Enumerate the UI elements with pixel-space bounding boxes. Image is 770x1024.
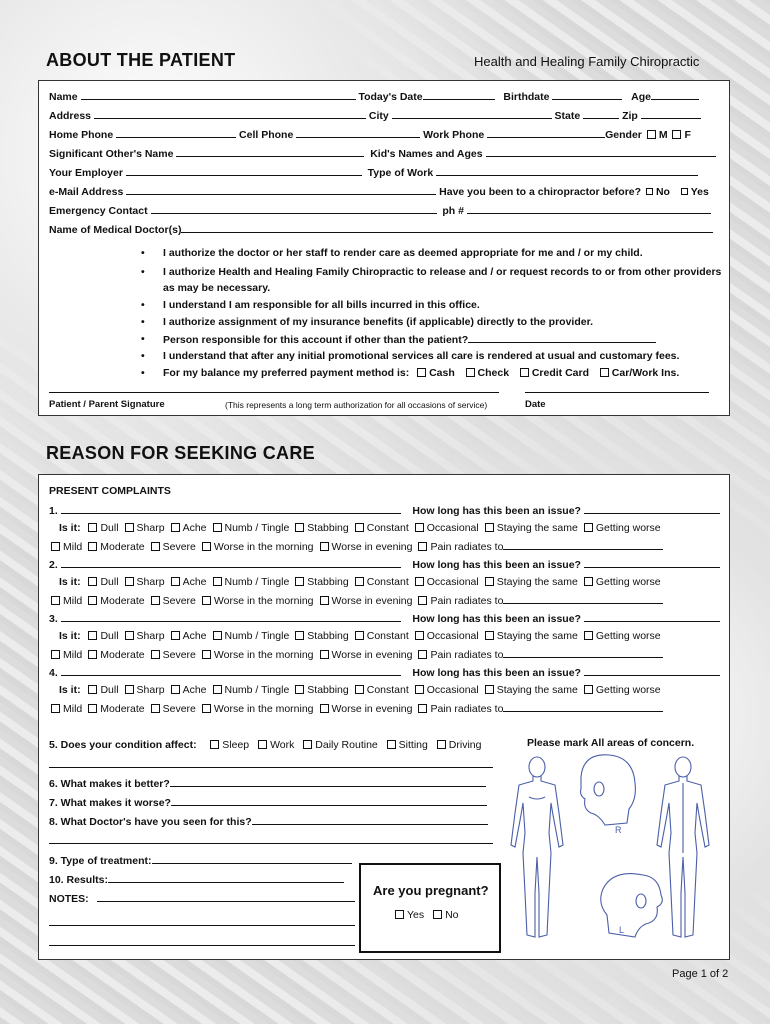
- practice-name: Health and Healing Family Chiropractic: [474, 54, 700, 69]
- emergency-contact-label: Emergency Contact: [49, 205, 148, 217]
- complaint-2-sev-2-label: Severe: [162, 595, 196, 607]
- complaint-3-sev-2-checkbox[interactable]: [151, 650, 160, 659]
- head-side-figure-lower: [601, 874, 663, 937]
- address-field[interactable]: [94, 108, 366, 119]
- complaint-1-opt-4-checkbox[interactable]: [295, 523, 304, 532]
- pregnant-question: Are you pregnant?: [373, 883, 489, 898]
- affect-routine-checkbox[interactable]: [303, 740, 312, 749]
- complaint-3-opt-2-checkbox[interactable]: [171, 631, 180, 640]
- complaint-3-field[interactable]: [61, 611, 401, 622]
- complaint-4-sev-5-checkbox[interactable]: [418, 704, 427, 713]
- birthdate-label: Birthdate: [503, 91, 550, 103]
- complaint-3-opt-4-label: Stabbing: [307, 630, 349, 642]
- complaint-1-sev-2-checkbox[interactable]: [151, 542, 160, 551]
- ph-label: ph #: [442, 205, 464, 217]
- complaint-4-radiates-field[interactable]: [503, 701, 663, 712]
- date-label: Date: [525, 399, 546, 410]
- complaint-2-opt-6-checkbox[interactable]: [415, 577, 424, 586]
- complaint-1-sev-5-checkbox[interactable]: [418, 542, 427, 551]
- complaint-3-opt-7-label: Staying the same: [496, 630, 578, 642]
- complaint-1-opt-6-checkbox[interactable]: [415, 523, 424, 532]
- complaint-1-opt-8-label: Getting worse: [595, 522, 661, 534]
- pregnant-no-checkbox[interactable]: [433, 910, 442, 919]
- payment-cash-checkbox[interactable]: [417, 368, 426, 377]
- complaint-2-opt-3-label: Numb / Tingle: [224, 576, 290, 588]
- auth-bullet-5: [163, 332, 656, 347]
- complaint-1-opt-1-checkbox[interactable]: [125, 523, 134, 532]
- complaint-2-sev-5-checkbox[interactable]: [418, 596, 427, 605]
- body-diagram[interactable]: [503, 753, 723, 953]
- complaint-1-sev-0-label: Mild: [63, 541, 83, 553]
- ph-field[interactable]: [467, 203, 711, 214]
- signature-line[interactable]: [49, 392, 499, 393]
- complaint-2-sev-0-checkbox[interactable]: [51, 596, 60, 605]
- type-of-work-label: Type of Work: [367, 167, 434, 179]
- auth-bullet-2: • I authorize Health and Healing Family Chiropractic to release and / or request records to or from other providers: [163, 265, 721, 279]
- complaint-3-radiates-field[interactable]: [503, 647, 663, 658]
- auth-bullet-2-cont: as may be necessary.: [163, 282, 271, 294]
- q10-label: 10. Results:: [49, 874, 108, 886]
- age-label: Age: [631, 91, 651, 103]
- kids-field[interactable]: [486, 146, 716, 157]
- complaint-2-sev-0-label: Mild: [63, 595, 83, 607]
- emergency-contact-field[interactable]: [151, 203, 437, 214]
- complaint-4-opt-1-checkbox[interactable]: [125, 685, 134, 694]
- complaint-1-sev-1-label: Moderate: [100, 541, 145, 553]
- auth-bullet-6: • I understand that after any initial promotional services all care is rendered at usual and customary fees.: [163, 349, 679, 363]
- age-field[interactable]: [651, 89, 699, 100]
- chiro-before-label: Have you been to a chiropractor before?: [439, 186, 642, 198]
- complaint-2-sev-4-checkbox[interactable]: [320, 596, 329, 605]
- q9-label: 9. Type of treatment:: [49, 855, 152, 867]
- address-label: Address: [49, 110, 92, 122]
- body-chart-l-label: L: [619, 925, 625, 935]
- pregnant-no-label: No: [445, 909, 459, 921]
- complaint-2-opt-6-label: Occasional: [426, 576, 479, 588]
- complaint-2-sev-5-label: Pain radiates to: [430, 595, 504, 607]
- q9-field[interactable]: [152, 853, 352, 864]
- complaint-3-opt-3-label: Numb / Tingle: [224, 630, 290, 642]
- pregnant-yes-label: Yes: [407, 909, 425, 921]
- complaint-4-opt-0-label: Dull: [100, 684, 119, 696]
- page-number: Page 1 of 2: [672, 968, 729, 980]
- complaint-4-sev-2-checkbox[interactable]: [151, 704, 160, 713]
- city-field[interactable]: [392, 108, 552, 119]
- section-title-about-patient: ABOUT THE PATIENT: [46, 50, 236, 70]
- affect-driving-label: Driving: [448, 739, 482, 751]
- complaint-4-opt-4-label: Stabbing: [307, 684, 349, 696]
- complaint-1-sev-3-label: Worse in the morning: [213, 541, 314, 553]
- complaint-4-opt-6-label: Occasional: [426, 684, 479, 696]
- complaint-4-opt-1-label: Sharp: [136, 684, 165, 696]
- cell-phone-label: Cell Phone: [239, 129, 294, 141]
- complaint-3-how-long-field[interactable]: [584, 611, 720, 622]
- complaint-1-opt-3-label: Numb / Tingle: [224, 522, 290, 534]
- cell-phone-field[interactable]: [296, 127, 420, 138]
- complaint-2-sev-1-checkbox[interactable]: [88, 596, 97, 605]
- notes-label: NOTES:: [49, 893, 89, 905]
- complaint-1-radiates-field[interactable]: [503, 539, 663, 550]
- complaint-4-opt-8-label: Getting worse: [595, 684, 661, 696]
- kids-label: Kid's Names and Ages: [370, 148, 483, 160]
- complaint-2-opt-7-checkbox[interactable]: [485, 577, 494, 586]
- gender-f-label: F: [684, 129, 691, 141]
- todays-date-label: Today's Date: [358, 91, 423, 103]
- complaint-3-opt-5-label: Constant: [366, 630, 409, 642]
- responsible-person-label: Person responsible for this account if other than the patient?: [163, 334, 469, 346]
- complaint-4-sev-2-label: Severe: [162, 703, 196, 715]
- complaint-4-opt-2-label: Ache: [182, 684, 207, 696]
- complaint-4-sev-1-label: Moderate: [100, 703, 145, 715]
- complaint-4-opt-3-checkbox[interactable]: [213, 685, 222, 694]
- complaint-3-sev-2-label: Severe: [162, 649, 196, 661]
- body-chart-r-label: R: [615, 825, 622, 835]
- complaint-1-opt-0-label: Dull: [100, 522, 119, 534]
- complaint-1-opt-7-checkbox[interactable]: [485, 523, 494, 532]
- complaint-1-opt-2-checkbox[interactable]: [171, 523, 180, 532]
- complaint-1-how-long-field[interactable]: [584, 503, 720, 514]
- complaint-3-number: 3.: [49, 613, 58, 625]
- complaint-1-sev-2-label: Severe: [162, 541, 196, 553]
- complaint-4-sev-0-label: Mild: [63, 703, 83, 715]
- payment-method-label: For my balance my preferred payment method is:: [163, 367, 410, 379]
- body-back-figure: [657, 757, 709, 937]
- medical-doctors-field[interactable]: [181, 222, 713, 233]
- complaint-2-opt-3-checkbox[interactable]: [213, 577, 222, 586]
- complaint-4-how-long-label: How long has this been an issue?: [412, 667, 581, 679]
- complaint-2-sev-4-label: Worse in evening: [331, 595, 413, 607]
- employer-field[interactable]: [126, 165, 362, 176]
- complaint-4-is-it-label: Is it:: [59, 684, 81, 696]
- email-label: e-Mail Address: [49, 186, 124, 198]
- complaint-3-opt-1-label: Sharp: [136, 630, 165, 642]
- affect-sleep-label: Sleep: [222, 739, 250, 751]
- payment-check-label: Check: [477, 367, 510, 379]
- complaint-1-opt-4-label: Stabbing: [307, 522, 349, 534]
- present-complaints-heading: PRESENT COMPLAINTS: [49, 485, 171, 497]
- todays-date-field[interactable]: [423, 89, 495, 100]
- complaint-3-opt-8-checkbox[interactable]: [584, 631, 593, 640]
- significant-other-label: Significant Other's Name: [49, 148, 174, 160]
- complaint-4-opt-4-checkbox[interactable]: [295, 685, 304, 694]
- q5-answer-line[interactable]: [49, 767, 493, 768]
- complaint-2-opt-4-checkbox[interactable]: [295, 577, 304, 586]
- about-patient-box: [38, 80, 730, 416]
- affect-work-label: Work: [270, 739, 295, 751]
- medical-doctors-label: Name of Medical Doctor(s): [49, 224, 182, 236]
- complaint-3-sev-3-checkbox[interactable]: [202, 650, 211, 659]
- chiro-yes-checkbox[interactable]: [681, 188, 688, 195]
- zip-label: Zip: [622, 110, 638, 122]
- q10-field[interactable]: [108, 872, 344, 883]
- complaint-2-sev-1-label: Moderate: [100, 595, 145, 607]
- reason-for-care-box: [38, 474, 730, 960]
- chiro-yes-label: Yes: [690, 186, 709, 198]
- complaint-3-sev-5-label: Pain radiates to: [430, 649, 504, 661]
- notes-field[interactable]: [97, 891, 355, 902]
- complaint-4-opt-3-label: Numb / Tingle: [224, 684, 290, 696]
- complaint-4-opt-5-checkbox[interactable]: [355, 685, 364, 694]
- head-side-figure-upper: [581, 755, 636, 825]
- email-field[interactable]: [126, 184, 436, 195]
- body-front-figure: [511, 757, 563, 937]
- complaint-1-opt-5-label: Constant: [366, 522, 409, 534]
- notes-line-3[interactable]: [49, 945, 355, 946]
- complaint-3-sev-3-label: Worse in the morning: [213, 649, 314, 661]
- complaint-3-opt-4-checkbox[interactable]: [295, 631, 304, 640]
- state-label: State: [554, 110, 581, 122]
- birthdate-field[interactable]: [552, 89, 622, 100]
- complaint-1-opt-1-label: Sharp: [136, 522, 165, 534]
- name-field[interactable]: [81, 89, 356, 100]
- complaint-3-sev-1-label: Moderate: [100, 649, 145, 661]
- complaint-2-sev-3-checkbox[interactable]: [202, 596, 211, 605]
- complaint-1-opt-7-label: Staying the same: [496, 522, 578, 534]
- complaint-4-sev-4-checkbox[interactable]: [320, 704, 329, 713]
- complaint-1-sev-1-checkbox[interactable]: [88, 542, 97, 551]
- gender-f-checkbox[interactable]: [672, 130, 681, 139]
- complaint-1-sev-4-checkbox[interactable]: [320, 542, 329, 551]
- affect-routine-label: Daily Routine: [315, 739, 378, 751]
- work-phone-label: Work Phone: [423, 129, 485, 141]
- complaint-1-opt-8-checkbox[interactable]: [584, 523, 593, 532]
- home-phone-field[interactable]: [116, 127, 236, 138]
- complaint-4-sev-0-checkbox[interactable]: [51, 704, 60, 713]
- complaint-3-sev-5-checkbox[interactable]: [418, 650, 427, 659]
- q8-label: 8. What Doctor's have you seen for this?: [49, 816, 252, 828]
- complaint-2-opt-4-label: Stabbing: [307, 576, 349, 588]
- q5-label: 5. Does your condition affect:: [49, 739, 197, 751]
- complaint-3-opt-0-checkbox[interactable]: [88, 631, 97, 640]
- complaint-2-opt-7-label: Staying the same: [496, 576, 578, 588]
- complaint-2-how-long-label: How long has this been an issue?: [412, 559, 581, 571]
- payment-carwork-label: Car/Work Ins.: [611, 367, 680, 379]
- complaint-1-opt-5-checkbox[interactable]: [355, 523, 364, 532]
- gender-m-label: M: [658, 129, 668, 141]
- complaint-4-sev-4-label: Worse in evening: [331, 703, 413, 715]
- significant-other-field[interactable]: [176, 146, 364, 157]
- signature-note: (This represents a long term authorization for all occasions of service): [225, 400, 488, 410]
- complaint-1-sev-0-checkbox[interactable]: [51, 542, 60, 551]
- complaint-3-opt-8-label: Getting worse: [595, 630, 661, 642]
- complaint-3-sev-4-checkbox[interactable]: [320, 650, 329, 659]
- complaint-2-opt-0-label: Dull: [100, 576, 119, 588]
- date-line[interactable]: [525, 392, 709, 393]
- complaint-3-opt-2-label: Ache: [182, 630, 207, 642]
- payment-credit-checkbox[interactable]: [520, 368, 529, 377]
- complaint-4-sev-3-label: Worse in the morning: [213, 703, 314, 715]
- complaint-4-sev-5-label: Pain radiates to: [430, 703, 504, 715]
- complaint-2-opt-5-label: Constant: [366, 576, 409, 588]
- complaint-3-is-it-label: Is it:: [59, 630, 81, 642]
- complaint-2-opt-5-checkbox[interactable]: [355, 577, 364, 586]
- affect-sleep-checkbox[interactable]: [210, 740, 219, 749]
- employer-label: Your Employer: [49, 167, 123, 179]
- payment-carwork-checkbox[interactable]: [600, 368, 609, 377]
- complaint-4-sev-1-checkbox[interactable]: [88, 704, 97, 713]
- complaint-4-opt-7-label: Staying the same: [496, 684, 578, 696]
- complaint-4-sev-3-checkbox[interactable]: [202, 704, 211, 713]
- complaint-3-how-long-label: How long has this been an issue?: [412, 613, 581, 625]
- complaint-4-number: 4.: [49, 667, 58, 679]
- state-field[interactable]: [583, 108, 619, 119]
- q6-field[interactable]: [170, 776, 486, 787]
- auth-bullet-1: • I authorize the doctor or her staff to render care as deemed appropriate for me and / or my child.: [163, 246, 643, 260]
- complaint-3-opt-7-checkbox[interactable]: [485, 631, 494, 640]
- auth-bullet-4: • I authorize assignment of my insurance benefits (if applicable) directly to the provider.: [163, 315, 593, 329]
- complaint-2-radiates-field[interactable]: [503, 593, 663, 604]
- notes-line-2[interactable]: [49, 925, 355, 926]
- complaint-1-number: 1.: [49, 505, 58, 517]
- complaint-4-opt-8-checkbox[interactable]: [584, 685, 593, 694]
- complaint-3-opt-0-label: Dull: [100, 630, 119, 642]
- complaint-4-opt-6-checkbox[interactable]: [415, 685, 424, 694]
- q7-field[interactable]: [171, 795, 487, 806]
- complaint-3-sev-0-checkbox[interactable]: [51, 650, 60, 659]
- complaint-4-opt-0-checkbox[interactable]: [88, 685, 97, 694]
- complaint-3-sev-1-checkbox[interactable]: [88, 650, 97, 659]
- complaint-4-opt-2-checkbox[interactable]: [171, 685, 180, 694]
- complaint-2-how-long-field[interactable]: [584, 557, 720, 568]
- complaint-3-sev-4-label: Worse in evening: [331, 649, 413, 661]
- complaint-1-opt-3-checkbox[interactable]: [213, 523, 222, 532]
- complaint-1-sev-3-checkbox[interactable]: [202, 542, 211, 551]
- affect-sitting-checkbox[interactable]: [387, 740, 396, 749]
- complaint-2-opt-8-label: Getting worse: [595, 576, 661, 588]
- complaint-2-opt-1-checkbox[interactable]: [125, 577, 134, 586]
- name-label: Name: [49, 91, 78, 103]
- auth-bullet-3: • I understand I am responsible for all bills incurred in this office.: [163, 298, 480, 312]
- signature-label: Patient / Parent Signature: [49, 399, 165, 410]
- city-label: City: [368, 110, 389, 122]
- home-phone-label: Home Phone: [49, 129, 114, 141]
- q7-label: 7. What makes it worse?: [49, 797, 171, 809]
- complaint-2-field[interactable]: [61, 557, 401, 568]
- responsible-person-field[interactable]: [468, 332, 656, 343]
- auth-bullet-7: [163, 366, 679, 380]
- zip-field[interactable]: [641, 108, 701, 119]
- affect-driving-checkbox[interactable]: [437, 740, 446, 749]
- complaint-2-sev-2-checkbox[interactable]: [151, 596, 160, 605]
- section-title-reason-for-care: REASON FOR SEEKING CARE: [46, 443, 315, 463]
- gender-label: Gender: [605, 129, 642, 141]
- complaint-3-sev-0-label: Mild: [63, 649, 83, 661]
- complaint-2-is-it-label: Is it:: [59, 576, 81, 588]
- complaint-1-opt-2-label: Ache: [182, 522, 207, 534]
- q8-field[interactable]: [252, 814, 488, 825]
- payment-check-checkbox[interactable]: [466, 368, 475, 377]
- complaint-3-opt-6-label: Occasional: [426, 630, 479, 642]
- complaint-1-opt-0-checkbox[interactable]: [88, 523, 97, 532]
- payment-credit-label: Credit Card: [531, 367, 590, 379]
- complaint-3-opt-5-checkbox[interactable]: [355, 631, 364, 640]
- pregnant-box: [359, 863, 501, 953]
- complaint-3-opt-1-checkbox[interactable]: [125, 631, 134, 640]
- complaint-1-is-it-label: Is it:: [59, 522, 81, 534]
- complaint-3-opt-6-checkbox[interactable]: [415, 631, 424, 640]
- complaint-1-how-long-label: How long has this been an issue?: [412, 505, 581, 517]
- complaint-1-opt-6-label: Occasional: [426, 522, 479, 534]
- complaint-2-opt-1-label: Sharp: [136, 576, 165, 588]
- complaint-2-opt-0-checkbox[interactable]: [88, 577, 97, 586]
- complaint-1-sev-5-label: Pain radiates to: [430, 541, 504, 553]
- affect-work-checkbox[interactable]: [258, 740, 267, 749]
- q8-answer-line[interactable]: [49, 843, 493, 844]
- complaint-3-opt-3-checkbox[interactable]: [213, 631, 222, 640]
- type-of-work-field[interactable]: [436, 165, 698, 176]
- chiro-no-label: No: [655, 186, 670, 198]
- complaint-2-sev-3-label: Worse in the morning: [213, 595, 314, 607]
- pregnant-yes-checkbox[interactable]: [395, 910, 404, 919]
- complaint-4-field[interactable]: [61, 665, 401, 676]
- complaint-4-how-long-field[interactable]: [584, 665, 720, 676]
- complaint-2-opt-8-checkbox[interactable]: [584, 577, 593, 586]
- body-chart-label: Please mark All areas of concern.: [527, 737, 695, 749]
- q6-label: 6. What makes it better?: [49, 778, 170, 790]
- complaint-1-field[interactable]: [61, 503, 401, 514]
- affect-sitting-label: Sitting: [398, 739, 428, 751]
- complaint-4-opt-5-label: Constant: [366, 684, 409, 696]
- payment-cash-label: Cash: [429, 367, 455, 379]
- gender-m-checkbox[interactable]: [647, 130, 656, 139]
- complaint-1-sev-4-label: Worse in evening: [331, 541, 413, 553]
- complaint-4-opt-7-checkbox[interactable]: [485, 685, 494, 694]
- complaint-2-opt-2-checkbox[interactable]: [171, 577, 180, 586]
- complaint-2-opt-2-label: Ache: [182, 576, 207, 588]
- work-phone-field[interactable]: [487, 127, 605, 138]
- complaint-2-number: 2.: [49, 559, 58, 571]
- chiro-no-checkbox[interactable]: [646, 188, 653, 195]
